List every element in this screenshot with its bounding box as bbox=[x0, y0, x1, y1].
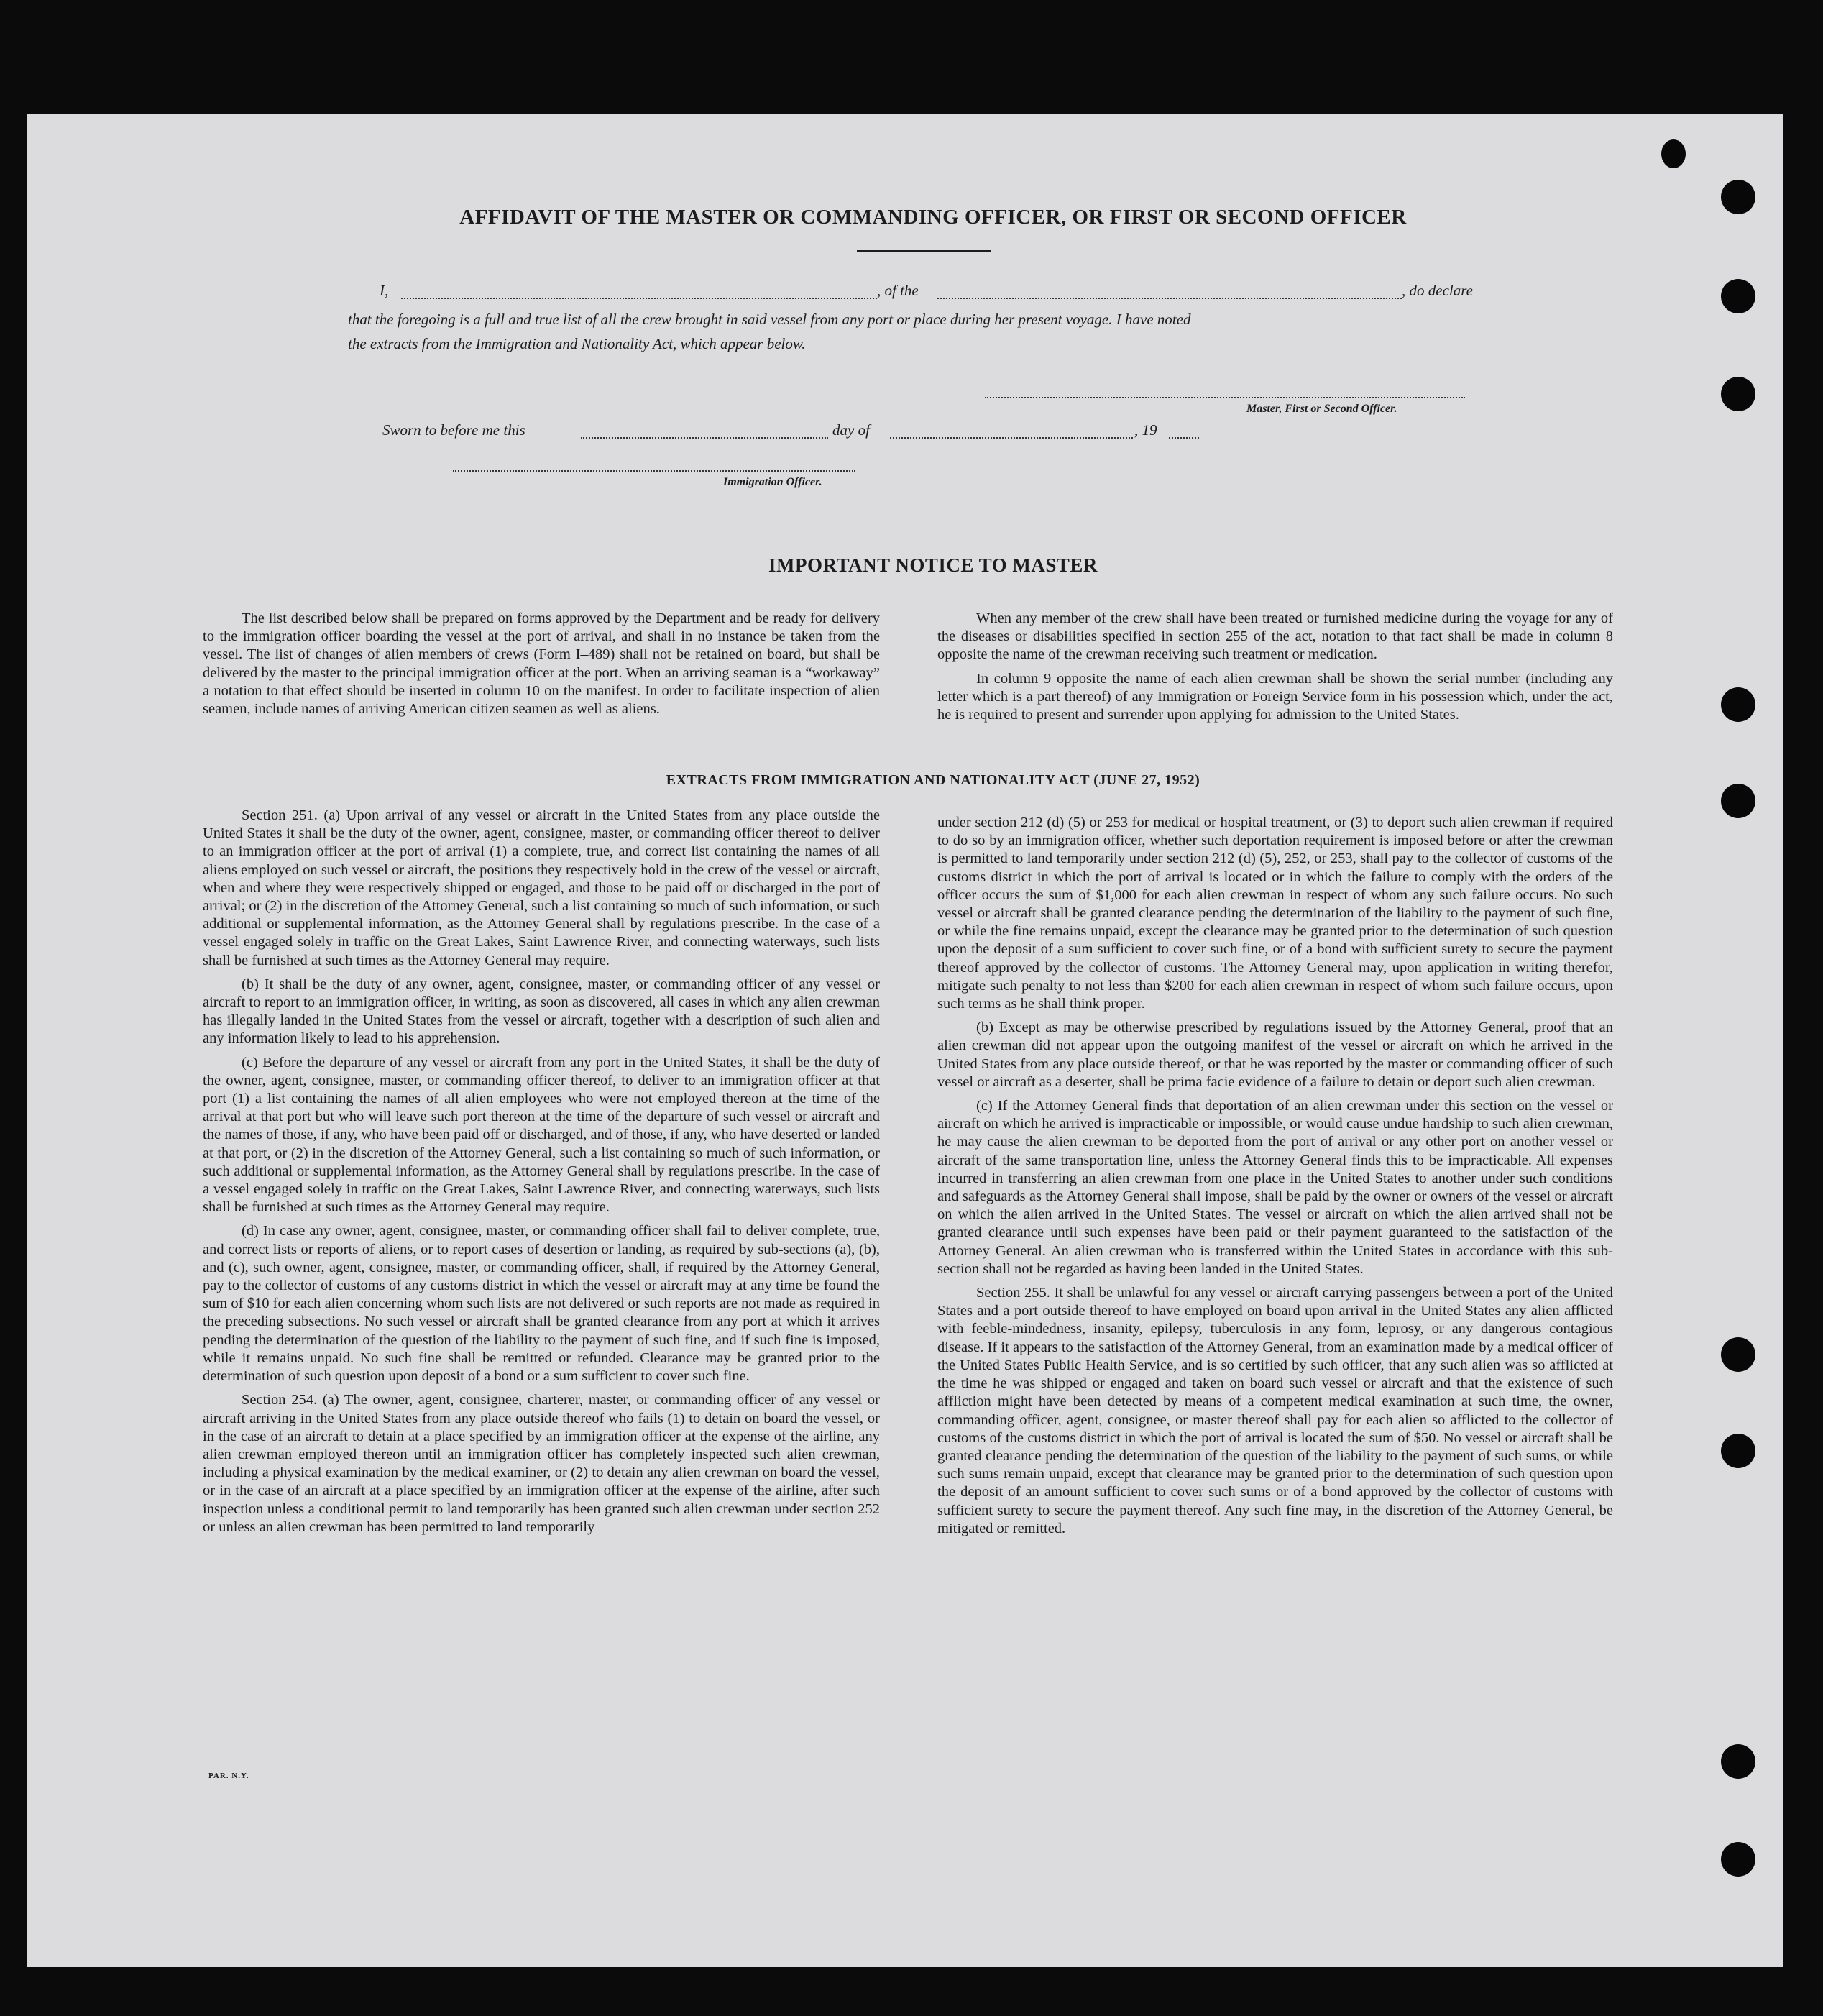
binder-hole-5 bbox=[1721, 687, 1755, 722]
title-rule bbox=[857, 250, 991, 252]
master-signature-line[interactable] bbox=[985, 397, 1465, 398]
extracts-paragraph: (b) Except as may be otherwise prescribed by regulations issued by the Attorney General, proof that an alien crewman did not appear upon the outgoing manifest of the vessel or aircraft on which he arrived in the United States from any place outside thereof, or that he was reported by the master or commanding officer of such vessel or aircraft as a deserter, shall be prima facie evidence of a failure to detain or deport such alien crewman. bbox=[937, 1020, 1613, 1090]
affidavit-line-i: I, bbox=[380, 282, 389, 299]
binder-hole-10 bbox=[1721, 1842, 1755, 1877]
declaration-line-1: that the foregoing is a full and true list of all the crew brought in said vessel from any port or place during her present voyage. I have noted bbox=[348, 311, 1191, 328]
sworn-month-field[interactable] bbox=[890, 437, 1133, 439]
printer-mark: PAR. N.Y. bbox=[208, 1772, 249, 1780]
extracts-paragraph: (d) In case any owner, agent, consignee, master, or commanding officer shall fail to deliver complete, true, and correct lists or reports of aliens, or to report cases of desertion or landing, as required by sub-sections (a), (b), and (c), such owner, agent, consignee, master, or commanding officer, shall, if required by the Attorney General, pay to the collector of customs of any customs district in which the vessel or aircraft may at any time be found the sum of $10 for each alien concerning whom such lists are not delivered or such reports are not made as required in the preceding subsections. No such vessel or aircraft shall be granted clearance from any port at which it arrives pending the determination of the question of the liability to the payment of such fine, and if such fine is imposed, while it remains unpaid. No such fine shall be remitted or refunded. Clearance may be granted prior to the determination of such question upon deposit of a bond or a sum sufficient to cover such fine. bbox=[203, 1223, 880, 1385]
notice-left-column bbox=[203, 610, 880, 724]
sworn-day-field[interactable] bbox=[581, 437, 828, 439]
notice-right-paragraph: When any member of the crew shall have been treated or furnished medicine during the voyage for any of the diseases or disabilities specified in section 255 of the act, notation to that fact shall be made in column 8 opposite the name of the crewman receiving such treatment or medication. bbox=[937, 610, 1613, 663]
binder-hole-4 bbox=[1721, 377, 1755, 411]
extracts-paragraph: Section 255. It shall be unlawful for any vessel or aircraft carrying passengers between a port of the United States and a port outside thereof to have employed on board upon arrival in the United States any alien afflicted with feeble-mindedness, insanity, epilepsy, tuberculosis in any form, leprosy, or any dangerous contagious disease. If it appears to the satisfaction of the Attorney General, from an examination made by a medical officer of the United States Public Health Service, and is so certified by such officer, that any such alien was so afflicted at the time he was shipped or engaged and taken on board such vessel or aircraft and that the existence of such affliction might have been detected by means of a competent medical examination at such time, the owner, commanding officer, agent, consignee, or master thereof shall pay for each alien so afflicted to the collector of customs of the customs district in which the port of arrival is located the sum of $50. No vessel or aircraft shall be granted clearance pending the determination of the question of the liability to the payment of such sums, or while such sums remain unpaid, except that clearance may be granted prior to the determination of such question upon the deposit of an amount sufficient to cover such sums or of a bond approved by the collector of customs with sufficient surety to secure the payment thereof. Any such fine may, in the discretion of the Attorney General, be mitigated or remitted. bbox=[937, 1285, 1613, 1536]
binder-hole-2 bbox=[1721, 180, 1755, 214]
binder-hole-8 bbox=[1721, 1434, 1755, 1468]
affidavit-of-the: , of the bbox=[877, 282, 919, 299]
affidavit-title: AFFIDAVIT OF THE MASTER OR COMMANDING OFFICER, OR FIRST OR SECOND OFFICER bbox=[459, 206, 1407, 229]
extracts-right-column bbox=[937, 814, 1613, 1544]
extracts-paragraph: Section 251. (a) Upon arrival of any vessel or aircraft in the United States from any place outside the United States it shall be the duty of the owner, agent, consignee, master, or commanding officer thereof to deliver to an immigration officer at the port of arrival (1) a complete, true, and correct list containing the names of all aliens employed on such vessel or aircraft, the positions they respectively hold in the crew of the vessel or aircraft, when and where they were respectively shipped or engaged, and those to be paid off or discharged in the port of arrival; or (2) in the discretion of the Attorney General, such a list containing so much of such information, or such additional or supplemental information, as the Attorney General shall by regulations prescribe. In the case of a vessel engaged solely in traffic on the Great Lakes, Saint Lawrence River, and connecting waterways, such lists shall be furnished at such times as the Attorney General may require. bbox=[203, 807, 880, 968]
binder-hole-1 bbox=[1661, 139, 1686, 168]
day-of-label: day of bbox=[832, 421, 870, 439]
notice-title: IMPORTANT NOTICE TO MASTER bbox=[768, 554, 1098, 576]
officer-caption: Immigration Officer. bbox=[723, 476, 822, 488]
notice-right-column bbox=[937, 610, 1613, 730]
extracts-paragraph: (b) It shall be the duty of any owner, agent, consignee, master, or commanding officer of any vessel or aircraft to report to an immigration officer, in writing, as soon as discovered, all cases in which any alien crewman has illegally landed in the United States from the vessel or aircraft, together with a description of such alien and any information likely to lead to his apprehension. bbox=[203, 976, 880, 1047]
vessel-field[interactable] bbox=[937, 298, 1402, 299]
name-field[interactable] bbox=[401, 298, 877, 299]
extracts-paragraph: (c) If the Attorney General finds that deportation of an alien crewman under this section on the vessel or aircraft on which he arrived is impracticable or impossible, or would cause undue hardship to such alien crewman, he may cause the alien crewman to be deported from the port of arrival or any other port on another vessel or aircraft of the same transportation line, unless the Attorney General finds this to be impracticable. All expenses incurred in transferring an alien crewman from one place in the United States to another under such conditions and safeguards as the Attorney General shall impose, shall be paid by the owner or owners of the vessel or aircraft on which the alien arrived in the United States. The vessel or aircraft on which the alien arrived shall not be granted clearance until such expenses have been paid or their payment guaranteed to the satisfaction of the Attorney General. An alien crewman who is transferred within the United States in accordance with this sub-section shall not be regarded as having been landed in the United States. bbox=[937, 1098, 1613, 1277]
extracts-paragraph: Section 254. (a) The owner, agent, consignee, charterer, master, or commanding officer of any vessel or aircraft arriving in the United States from any place outside thereof who fails (1) to detain on board the vessel, or in the case of an aircraft to detain at a place specified by an immigration officer at the expense of the airline, any alien crewman employed thereon until an immigration officer has completely inspected such alien crewman, including a physical examination by the medical examiner, or (2) to detain any alien crewman on board the vessel, or in the case of an aircraft at a place specified by an immigration officer at the expense of the airline, after such inspection unless a conditional permit to land temporarily has been granted such alien crewman under section 252 or unless an alien crewman has been permitted to land temporarily bbox=[203, 1392, 880, 1535]
master-caption: Master, First or Second Officer. bbox=[1246, 403, 1397, 415]
binder-hole-6 bbox=[1721, 784, 1755, 818]
sworn-year-field[interactable] bbox=[1169, 437, 1199, 439]
extracts-left-column bbox=[203, 807, 880, 1542]
extracts-heading: EXTRACTS FROM IMMIGRATION AND NATIONALITY ACT (JUNE 27, 1952) bbox=[666, 772, 1200, 788]
officer-signature-line[interactable] bbox=[453, 470, 855, 472]
document-page bbox=[27, 114, 1783, 1967]
binder-hole-3 bbox=[1721, 279, 1755, 313]
binder-hole-7 bbox=[1721, 1337, 1755, 1372]
extracts-paragraph: under section 212 (d) (5) or 253 for medical or hospital treatment, or (3) to deport such alien crewman if required to do so by an immigration officer, whether such deportation requirement is imposed before or after the crewman is permitted to land temporarily under section 212 (d) (5), 252, or 253, shall pay to the collector of customs of the customs district in which the port of arrival is located or in which the failure to comply with the orders of the officer occurs the sum of $1,000 for each alien crewman in respect of whom any such failure occurs. No such vessel or aircraft shall be granted clearance pending the determination of the liability to the payment of such fine, or while the fine remains unpaid, except the clearance may be granted prior to the determination of such question upon the deposit of a sum sufficient to cover such fine, or of a bond with sufficient surety to secure the payment thereof approved by the collector of customs. The Attorney General may, upon application in writing therefor, mitigate such penalty to not less than $200 for each alien crewman in respect of whom such failure occurs, upon such terms as he shall think proper. bbox=[937, 815, 1613, 1012]
declaration-line-2: the extracts from the Immigration and Nationality Act, which appear below. bbox=[348, 335, 806, 352]
notice-left-paragraph: The list described below shall be prepared on forms approved by the Department and be ready for delivery to the immigration officer boarding the vessel at the port of arrival, and shall in no instance be taken from the vessel. The list of changes of alien members of crews (Form I–489) shall not be retained on board, but shall be delivered by the master to the principal immigration officer at the port. When an arriving seaman is a “workaway” a notation to that effect should be inserted in column 10 on the manifest. In order to facilitate inspection of alien seamen, include names of arriving American citizen seamen as well as aliens. bbox=[203, 610, 880, 718]
sworn-label: Sworn to before me this bbox=[382, 421, 525, 439]
extracts-paragraph: (c) Before the departure of any vessel or aircraft from any port in the United States, it shall be the duty of the owner, agent, consignee, master, or commanding officer thereof, to deliver to an immigration officer at that port (1) a list containing the names of all alien employees who were not employed thereon at the time of the arrival at that port but who will leave such port thereon at the time of the departure of such vessel or aircraft and the names of those, if any, who have been paid off or discharged, and of those, if any, who have deserted or landed at that port, or (2) in the discretion of the Attorney General, such a list containing so much of such information, or such additional or supplemental information, as the Attorney General shall by regulations prescribe. In the case of a vessel engaged solely in traffic on the Great Lakes, Saint Lawrence River, and connecting waterways, such lists shall be furnished at such times as the Attorney General may require. bbox=[203, 1054, 880, 1216]
binder-hole-9 bbox=[1721, 1744, 1755, 1779]
notice-right-paragraph: In column 9 opposite the name of each alien crewman shall be shown the serial number (including any letter which is a part thereof) of any Immigration or Foreign Service form in his possession which, under the act, he is required to present and surrender upon applying for admission to the United States. bbox=[937, 670, 1613, 723]
affidavit-do-declare: , do declare bbox=[1402, 282, 1473, 299]
year-label: , 19 bbox=[1134, 421, 1157, 439]
